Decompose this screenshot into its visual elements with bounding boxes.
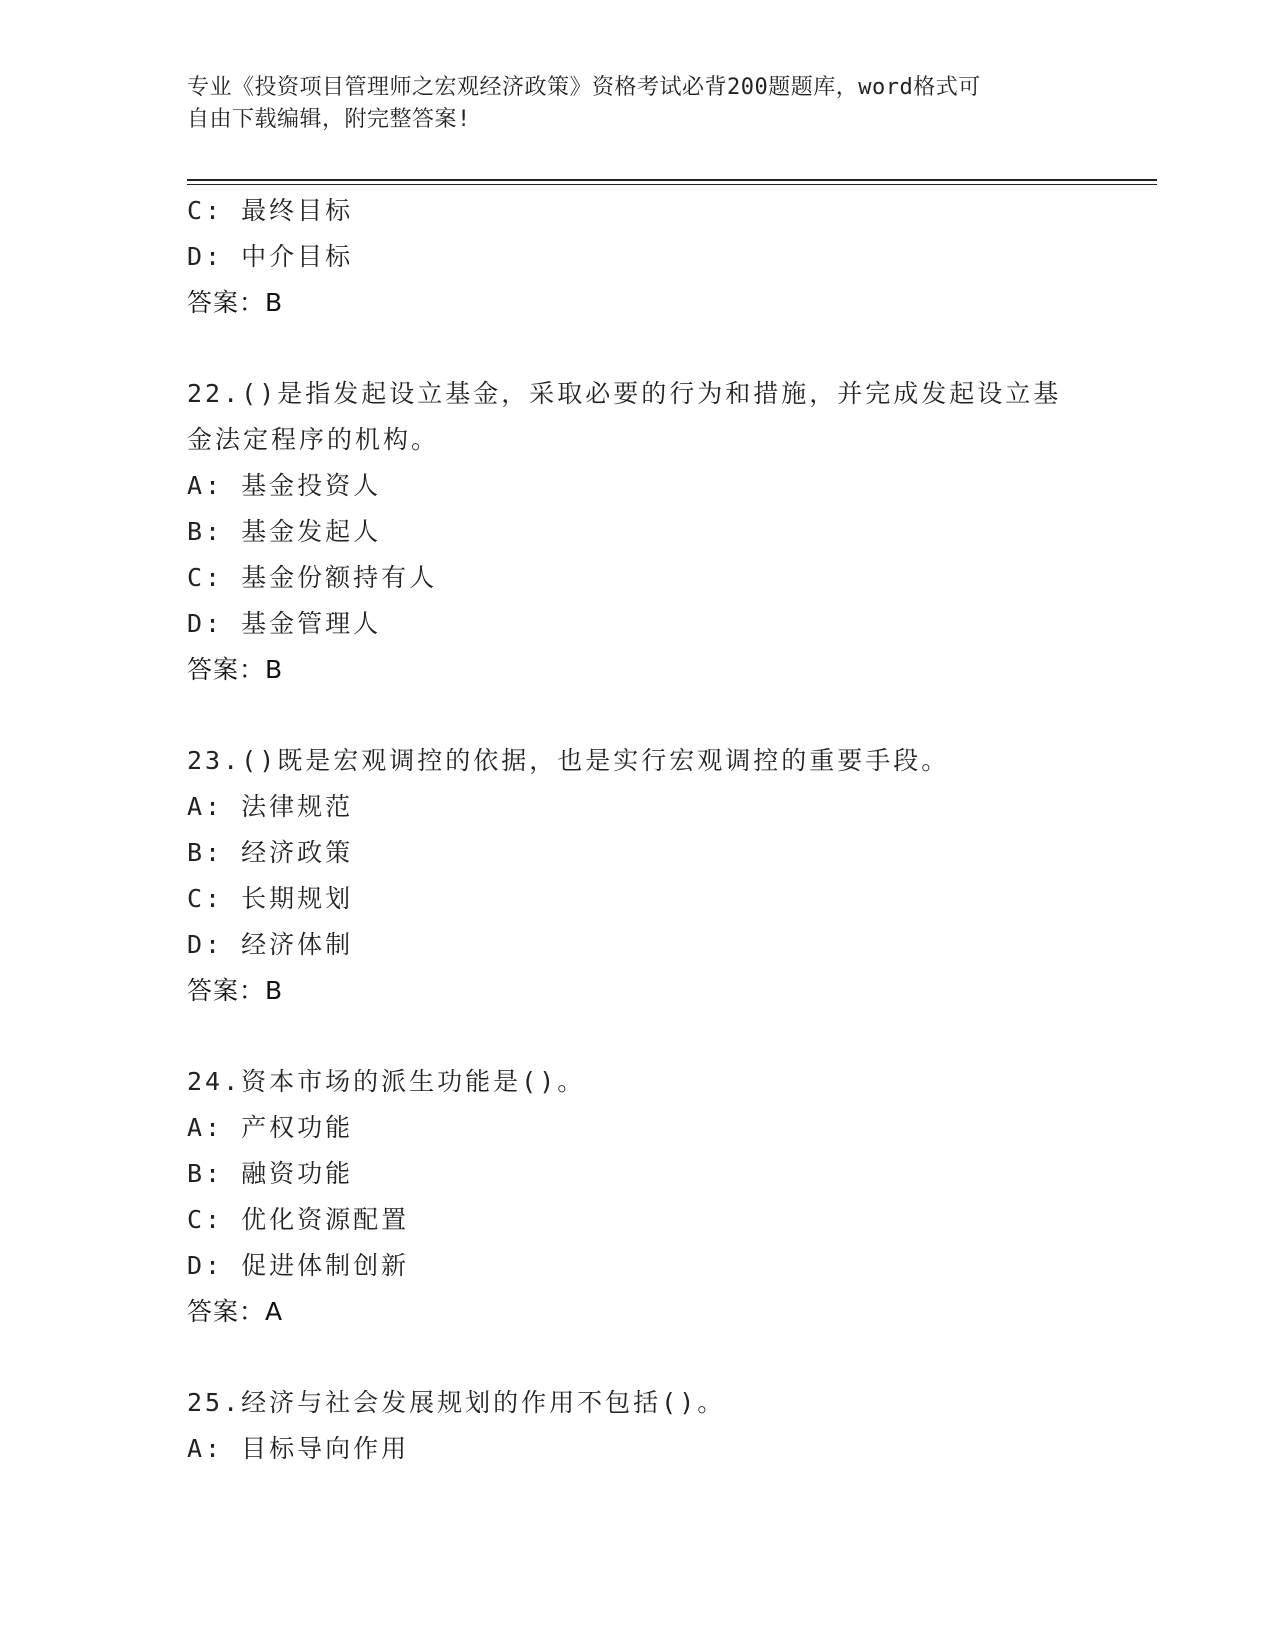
option-a: A: 产权功能 [187,1113,354,1142]
question-block-22 [187,371,1087,693]
question-block-23 [187,738,1087,1014]
option-c: C: 长期规划 [187,884,354,913]
header-line-2: 自由下载编辑，附完整答案! [187,107,471,132]
question-text: 23.()既是宏观调控的依据，也是实行宏观调控的重要手段。 [187,746,950,775]
option-a: A: 法律规范 [187,792,354,821]
question-block-24 [187,1059,1087,1335]
option-d: D: 中介目标 [187,242,354,271]
option-a: A: 目标导向作用 [187,1434,410,1463]
answer-line: 答案：A [187,1297,284,1326]
answer-line: 答案：B [187,655,284,684]
block-spacer [187,1014,1087,1059]
option-c: C: 最终目标 [187,196,354,225]
option-b: B: 融资功能 [187,1159,354,1188]
option-c: C: 基金份额持有人 [187,563,438,592]
question-block-21 [187,188,1087,326]
question-block-25 [187,1380,1087,1472]
question-text: 25.经济与社会发展规划的作用不包括()。 [187,1388,726,1417]
block-spacer [187,326,1087,371]
question-text: 22.()是指发起设立基金，采取必要的行为和措施，并完成发起设立基 [187,379,1062,408]
question-text: 24.资本市场的派生功能是()。 [187,1067,586,1096]
header-divider-thick [187,179,1157,181]
question-content [187,188,1087,1472]
option-b: B: 基金发起人 [187,517,382,546]
header-divider-thin [187,184,1157,185]
option-d: D: 经济体制 [187,930,354,959]
question-text-cont: 金法定程序的机构。 [187,425,440,454]
option-c: C: 优化资源配置 [187,1205,410,1234]
block-spacer [187,1335,1087,1380]
option-d: D: 促进体制创新 [187,1251,410,1280]
answer-line: 答案：B [187,288,284,317]
header-line-1: 专业《投资项目管理师之宏观经济政策》资格考试必背200题题库，word格式可 [187,75,981,100]
option-a: A: 基金投资人 [187,471,382,500]
answer-line: 答案：B [187,976,284,1005]
document-header [187,72,1067,136]
block-spacer [187,693,1087,738]
option-d: D: 基金管理人 [187,609,382,638]
option-b: B: 经济政策 [187,838,354,867]
